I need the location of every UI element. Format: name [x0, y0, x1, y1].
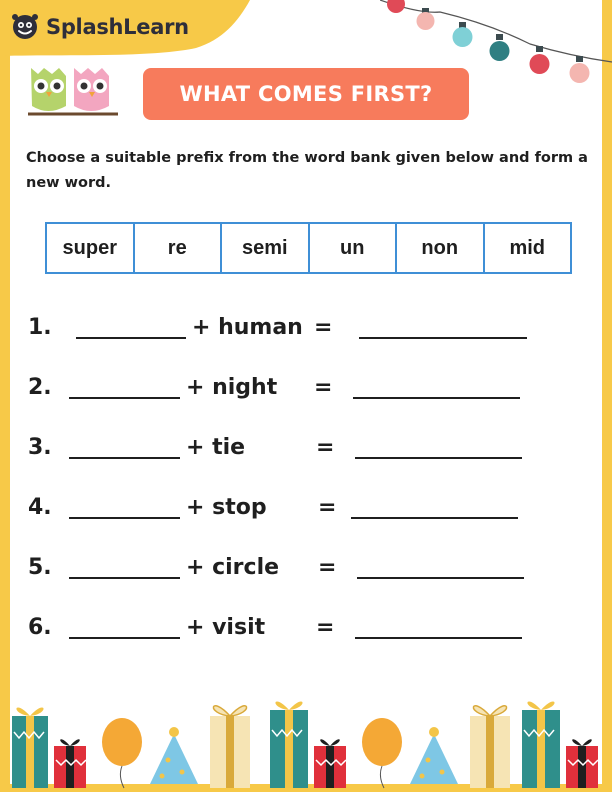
question-number: 6. — [28, 615, 52, 640]
base-word: + human — [192, 315, 303, 340]
word-bank-item: non — [397, 224, 485, 272]
gift-box-icon — [522, 702, 560, 788]
word-bank-item: super — [47, 224, 135, 272]
question-number: 2. — [28, 375, 52, 400]
prefix-blank[interactable] — [69, 517, 180, 519]
splashlearn-logo[interactable] — [10, 12, 189, 42]
equals-sign: = — [316, 435, 335, 460]
question-row — [0, 555, 612, 585]
light-bulb-icon — [387, 0, 405, 13]
gift-box-icon — [210, 706, 250, 788]
answer-blank[interactable] — [359, 337, 527, 339]
word-bank-item: semi — [222, 224, 310, 272]
party-decorations — [0, 680, 612, 792]
splashlearn-logo-icon — [10, 12, 40, 42]
gift-box-icon — [12, 708, 48, 788]
question-number: 1. — [28, 315, 52, 340]
equals-sign: = — [314, 375, 333, 400]
light-bulb-icon — [530, 46, 550, 74]
equals-sign: = — [316, 615, 335, 640]
answer-blank[interactable] — [355, 637, 522, 639]
question-number: 4. — [28, 495, 52, 520]
question-row — [0, 375, 612, 405]
question-row — [0, 615, 612, 645]
prefix-blank[interactable] — [69, 457, 180, 459]
base-word: + circle — [186, 555, 280, 580]
base-word: + stop — [186, 495, 267, 520]
owls-icon — [28, 62, 118, 122]
answer-blank[interactable] — [355, 457, 522, 459]
light-bulb-icon — [490, 34, 510, 61]
answer-blank[interactable] — [351, 517, 518, 519]
gift-box-icon — [470, 706, 510, 788]
equals-sign: = — [314, 315, 333, 340]
balloon-icon — [102, 718, 142, 788]
question-number: 5. — [28, 555, 52, 580]
party-hat-icon — [410, 727, 458, 784]
prefix-blank[interactable] — [69, 577, 180, 579]
base-word: + tie — [186, 435, 246, 460]
gift-box-icon — [566, 739, 598, 788]
gift-box-icon — [314, 739, 346, 788]
prefix-blank[interactable] — [69, 637, 180, 639]
base-word: + visit — [186, 615, 266, 640]
answer-blank[interactable] — [353, 397, 520, 399]
prefix-blank[interactable] — [76, 337, 186, 339]
brand-name: SplashLearn — [46, 15, 189, 39]
answer-blank[interactable] — [357, 577, 524, 579]
equals-sign: = — [318, 495, 337, 520]
question-number: 3. — [28, 435, 52, 460]
question-row — [0, 435, 612, 465]
base-word: + night — [186, 375, 278, 400]
light-bulb-icon — [570, 56, 590, 83]
word-bank-item: re — [135, 224, 223, 272]
light-bulb-icon — [453, 22, 473, 47]
gift-box-icon — [54, 739, 86, 788]
question-row — [0, 495, 612, 525]
equals-sign: = — [318, 555, 337, 580]
title-banner — [143, 68, 469, 120]
word-bank-item: mid — [509, 236, 546, 259]
party-hat-icon — [150, 727, 198, 784]
word-bank-item: un — [310, 224, 398, 272]
prefix-blank[interactable] — [69, 397, 180, 399]
balloon-icon — [362, 718, 402, 788]
worksheet-title: WHAT COMES FIRST? — [179, 82, 433, 106]
instructions-text: Choose a suitable prefix from the word bank given below and form a new word. — [26, 150, 588, 191]
gift-box-icon — [270, 702, 308, 788]
word-bank — [45, 222, 572, 274]
question-row — [0, 315, 612, 345]
